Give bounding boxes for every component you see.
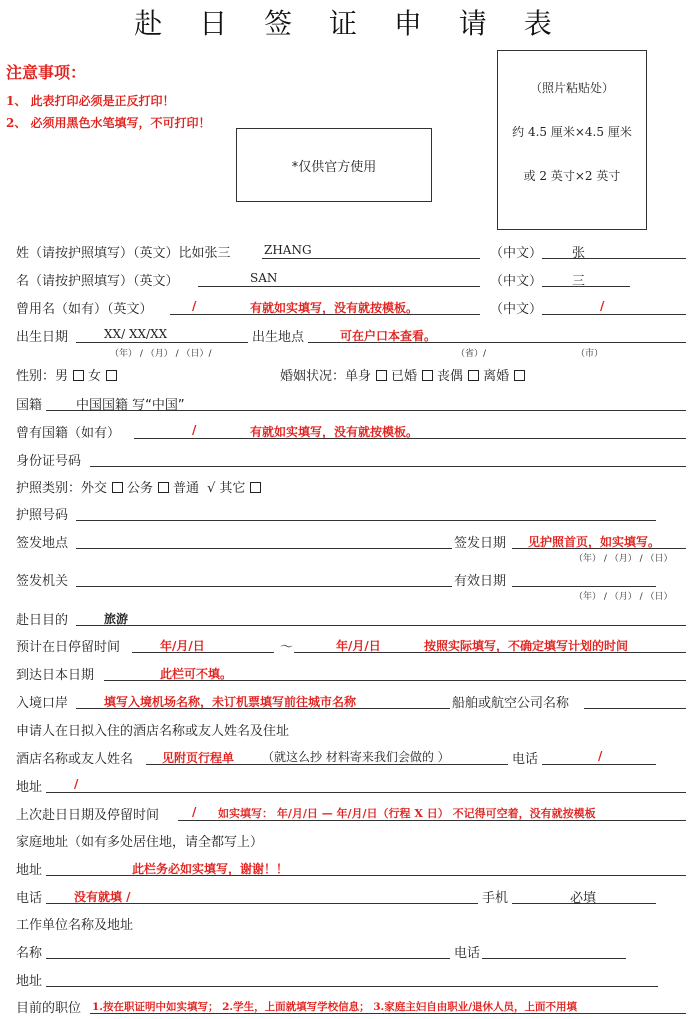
former-nationality-note: 有就如实填写，没有就按模板。 — [250, 425, 419, 439]
entry-port-line[interactable] — [76, 708, 450, 709]
last-visit-line — [178, 820, 686, 821]
surname-en-value[interactable]: ZHANG — [264, 243, 312, 257]
official-use-box — [236, 128, 432, 202]
marital-divorced-label: 离婚 — [483, 369, 510, 384]
last-visit-label: 上次赴日日期及停留时间 — [16, 808, 160, 823]
nationality-line — [46, 410, 686, 411]
hotel-extra-note: （就这么抄 材料寄来我们会做的 ） — [262, 750, 450, 764]
marital-married-checkbox[interactable] — [422, 370, 433, 381]
page-title: 赴 日 签 证 申 请 表 — [134, 7, 566, 40]
work-heading: 工作单位名称及地址 — [16, 918, 134, 933]
work-name-label: 名称 — [16, 946, 43, 961]
former-nationality-slash[interactable]: / — [192, 423, 197, 437]
stay-note: 按照实际填写，不确定填写计划的时间 — [424, 639, 629, 653]
surname-en-line — [262, 258, 480, 259]
issue-place-label: 签发地点 — [16, 536, 69, 551]
phone-label: 电话 — [16, 891, 43, 906]
issue-place-line[interactable] — [76, 548, 452, 549]
phone-line[interactable] — [46, 903, 478, 904]
passport-diplomatic-label: 外交 — [81, 481, 108, 496]
position-line[interactable] — [90, 1013, 686, 1014]
home-address-heading: 家庭地址（如有多处居住地，请全都写上） — [16, 835, 264, 850]
hotel-phone-value[interactable]: / — [598, 749, 603, 763]
arrival-date-line[interactable] — [104, 680, 686, 681]
gender-female-checkbox[interactable] — [106, 370, 117, 381]
passport-number-label: 护照号码 — [16, 508, 69, 523]
gender-female-label: 女 — [88, 369, 102, 384]
given-en-line — [198, 286, 480, 287]
stay-label: 预计在日停留时间 — [16, 640, 121, 655]
id-number-line[interactable] — [90, 466, 686, 467]
surname-label: 姓（请按护照填写）（英文）比如张三 — [16, 246, 231, 261]
marital-widowed-checkbox[interactable] — [468, 370, 479, 381]
hotel-address-value[interactable]: / — [74, 777, 79, 791]
nationality-value[interactable]: 中国国籍 写“中国” — [76, 398, 185, 413]
former-cn-label: （中文） — [490, 302, 543, 317]
passport-other-checkbox[interactable] — [250, 482, 261, 493]
stay-from-line — [132, 652, 274, 653]
passport-number-line[interactable] — [76, 520, 656, 521]
work-address-label: 地址 — [16, 974, 43, 989]
stay-from[interactable]: 年/月/日 — [160, 639, 205, 653]
passport-type-row — [16, 477, 265, 496]
given-cn-label: （中文） — [490, 274, 543, 289]
passport-other-label: 其它 — [219, 481, 246, 496]
birth-date-label: 出生日期 — [16, 330, 69, 345]
valid-date-line[interactable] — [512, 586, 656, 587]
hotel-label: 酒店名称或友人姓名 — [16, 752, 134, 767]
official-use-label: *仅供官方使用 — [291, 159, 377, 175]
purpose-label: 赴日目的 — [16, 613, 69, 628]
passport-diplomatic-checkbox[interactable] — [112, 482, 123, 493]
former-name-note: 有就如实填写，没有就按模板。 — [250, 301, 419, 315]
purpose-line — [76, 625, 686, 626]
hotel-line[interactable] — [146, 764, 508, 765]
given-label: 名（请按护照填写）（英文） — [16, 274, 179, 289]
birth-province-hint: （省）/ — [456, 349, 487, 359]
issuing-authority-line[interactable] — [76, 586, 452, 587]
former-nationality-label: 曾有国籍（如有） — [16, 426, 121, 441]
phone-note: 没有就填 / — [74, 890, 131, 904]
passport-ordinary-label: 普通 — [173, 481, 200, 496]
marital-divorced-checkbox[interactable] — [514, 370, 525, 381]
hotel-phone-line — [542, 764, 656, 765]
gender-label: 性别： — [16, 369, 56, 384]
birth-date-line — [76, 342, 248, 343]
birth-place-label: 出生地点 — [252, 330, 305, 345]
valid-date-hint: （年） / （月） / （日） — [574, 592, 673, 602]
former-name-slash[interactable]: / — [192, 299, 197, 313]
birth-place-note: 可在户口本查看。 — [340, 329, 437, 343]
birth-city-hint: （市） — [576, 349, 604, 359]
work-phone-line[interactable] — [482, 958, 626, 959]
hotel-phone-label: 电话 — [512, 752, 539, 767]
home-address-label: 地址 — [16, 863, 43, 878]
last-visit-slash[interactable]: / — [192, 805, 197, 819]
arrival-date-label: 到达日本日期 — [16, 668, 95, 683]
marital-widowed-label: 丧偶 — [437, 369, 464, 384]
entry-port-note: 填写入境机场名称，未订机票填写前往城市名称 — [104, 695, 357, 709]
entry-port-label: 入境口岸 — [16, 696, 69, 711]
notice-heading: 注意事项： — [6, 63, 87, 82]
photo-box — [497, 50, 647, 230]
birth-place-line — [308, 342, 686, 343]
purpose-value[interactable]: 旅游 — [104, 612, 129, 626]
ship-airline-label: 船舶或航空公司名称 — [452, 696, 570, 711]
marital-label: 婚姻状况： — [280, 369, 346, 384]
passport-official-checkbox[interactable] — [158, 482, 169, 493]
former-nationality-line — [134, 438, 686, 439]
valid-date-label: 有效日期 — [454, 574, 507, 589]
marital-row — [280, 365, 529, 384]
marital-single-label: 单身 — [345, 369, 372, 384]
passport-official-label: 公务 — [127, 481, 154, 496]
work-name-line[interactable] — [46, 958, 450, 959]
former-cn-line — [542, 314, 686, 315]
issue-date-line — [512, 548, 686, 549]
issuing-authority-label: 签发机关 — [16, 574, 69, 589]
hotel-address-line — [46, 792, 686, 793]
given-en-value[interactable]: SAN — [250, 271, 278, 285]
passport-ordinary-check[interactable]: √ — [207, 481, 216, 496]
id-number-label: 身份证号码 — [16, 454, 82, 469]
notice-item: 1、 此表打印必须是正反打印！ — [6, 94, 175, 108]
ship-airline-line[interactable] — [584, 708, 686, 709]
mobile-label: 手机 — [482, 891, 509, 906]
notice-item: 2、 必须用黑色水笔填写，不可打印！ — [6, 116, 211, 130]
photo-label: （照片粘贴处） — [529, 81, 614, 95]
issue-date-hint: （年） / （月） / （日） — [574, 554, 673, 564]
former-cn-value[interactable]: / — [600, 299, 605, 313]
hotel-heading: 申请人在日拟入住的酒店名称或友人姓名及住址 — [16, 724, 290, 739]
surname-cn-value[interactable]: 张 — [572, 246, 586, 261]
stay-tilde: ～ — [280, 640, 294, 655]
stay-to[interactable]: 年/月/日 — [336, 639, 381, 653]
hotel-address-label: 地址 — [16, 780, 43, 795]
last-visit-note: 如实填写： 年/月/日 — 年/月/日（行程 X 日） 不记得可空着，没有就按模板 — [218, 807, 596, 820]
issue-date-note: 见护照首页，如实填写。 — [528, 535, 661, 549]
hotel-note: 见附页行程单 — [162, 751, 235, 765]
photo-size-inch: 或 2 英寸×2 英寸 — [523, 169, 621, 183]
work-phone-label: 电话 — [454, 946, 481, 961]
mobile-value[interactable]: 必填 — [570, 891, 597, 906]
former-name-label: 曾用名（如有）（英文） — [16, 302, 153, 317]
given-cn-line — [542, 286, 630, 287]
issue-date-label: 签发日期 — [454, 536, 507, 551]
gender-male-checkbox[interactable] — [73, 370, 84, 381]
gender-male-label: 男 — [55, 369, 69, 384]
birth-date-hint: （年） / （月） / （日）/ — [110, 349, 212, 359]
marital-single-checkbox[interactable] — [376, 370, 387, 381]
former-name-line — [170, 314, 480, 315]
marital-married-label: 已婚 — [391, 369, 418, 384]
birth-date-value[interactable]: XX/ XX/XX — [104, 327, 168, 341]
mobile-line — [512, 903, 656, 904]
passport-type-label: 护照类别： — [16, 481, 82, 496]
position-label: 目前的职位 — [16, 1001, 82, 1016]
surname-cn-label: （中文） — [490, 246, 543, 261]
given-cn-value[interactable]: 三 — [572, 274, 586, 289]
position-note: 1.按在职证明中如实填写； 2.学生，上面就填写学校信息； 3.家庭主妇自由职业/退休人员，上面不用填 — [92, 1001, 578, 1013]
nationality-label: 国籍 — [16, 398, 43, 413]
surname-cn-line — [542, 258, 686, 259]
gender-row — [16, 365, 121, 384]
work-address-line[interactable] — [46, 986, 658, 987]
home-address-line[interactable] — [46, 875, 686, 876]
home-address-note: 此栏务必如实填写，谢谢！！ — [132, 862, 289, 876]
arrival-date-note: 此栏可不填。 — [160, 667, 233, 681]
photo-size-cm: 约 4.5 厘米×4.5 厘米 — [512, 125, 632, 139]
